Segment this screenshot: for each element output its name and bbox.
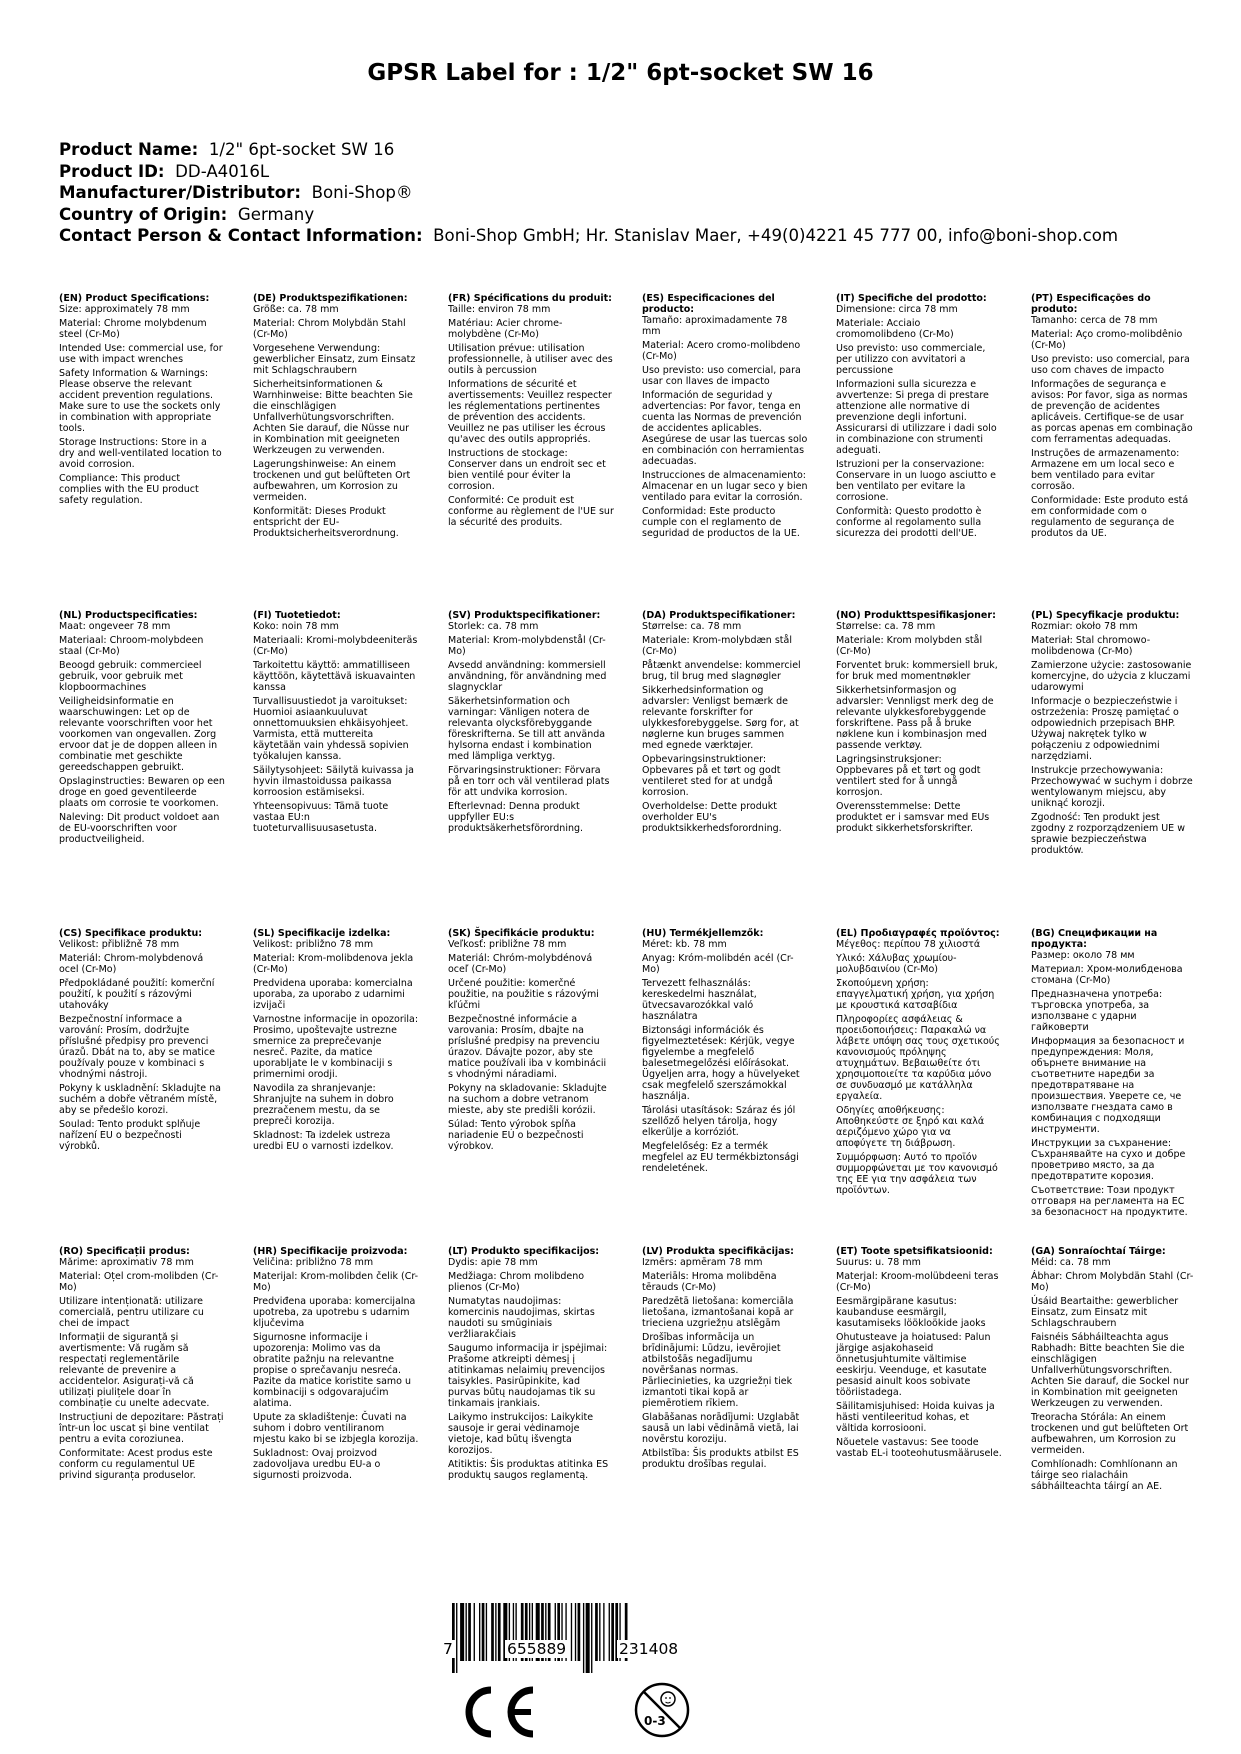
spec-heading: (NO) Produkttspesifikasjoner: — [836, 610, 996, 621]
spec-paragraph: Υλικό: Χάλυβας χρωμίου-μολυβδαινίου (Cr-Mo) — [836, 953, 957, 975]
spec-paragraph: Οδηγίες αποθήκευσης: Αποθηκεύστε σε ξηρό και καλά αεριζόμενο χώρο για να αποφύγετε τη διάβρωση. — [836, 1105, 985, 1149]
spec-paragraph: Säilitamisjuhised: Hoida kuivas ja hästi ventileeritud kohas, et vältida korrosiooni. — [836, 1401, 995, 1434]
spec-paragraph: Materiale: Acciaio cromomolibdeno (Cr-Mo) — [836, 318, 954, 340]
spec-paragraph: Určené použitie: komerčné použitie, na použitie s rázovými kľúčmi — [448, 978, 599, 1011]
spec-paragraph: Size: approximately 78 mm — [59, 304, 190, 315]
spec-paragraph: Zgodność: Ten produkt jest zgodny z rozporządzeniem UE w sprawie bezpieczeństwa produktów. — [1031, 812, 1185, 856]
spec-paragraph: Material: Chrome molybdenum steel (Cr-Mo) — [59, 318, 207, 340]
spec-block-es — [642, 293, 808, 542]
spec-paragraph: Conformidade: Este produto está em conformidade com o regulamento de segurança de produtos da UE. — [1031, 495, 1189, 539]
spec-paragraph: Размер: около 78 мм — [1031, 950, 1135, 961]
spec-heading: (BG) Спецификации на продукта: — [1031, 928, 1158, 950]
spec-heading: (DA) Produktspecifikationer: — [642, 610, 796, 621]
spec-paragraph: Overensstemmelse: Dette produktet er i samsvar med EUs produkt sikkerhetsforskrifter. — [836, 801, 990, 834]
spec-heading: (GA) Sonraíochtaí Táirge: — [1031, 1246, 1166, 1257]
spec-paragraph: Uso previsto: uso commerciale, per utilizzo con avvitatori a percussione — [836, 343, 986, 376]
spec-paragraph: Lagringsinstruksjoner: Oppbevares på et tørt og godt ventilert sted for å unngå korrosjon. — [836, 754, 981, 798]
spec-paragraph: Mărime: aproximativ 78 mm — [59, 1257, 194, 1268]
spec-paragraph: Materiaali: Kromi-molybdeeniteräs (Cr-Mo) — [253, 635, 418, 657]
spec-paragraph: Istruzioni per la conservazione: Conservare in un luogo asciutto e ben ventilato per evitare la corrosione. — [836, 459, 997, 503]
spec-heading: (LV) Produkta specifikācijas: — [642, 1246, 794, 1257]
spec-paragraph: Navodila za shranjevanje: Shranjujte na suhem in dobro prezračenem mestu, da se prepreči korozija. — [253, 1083, 394, 1127]
spec-block-pl — [1031, 610, 1197, 859]
spec-block-hr — [253, 1246, 419, 1484]
spec-block-en — [59, 293, 225, 509]
spec-heading: (HR) Specifikacije proizvoda: — [253, 1246, 408, 1257]
spec-paragraph: Μέγεθος: περίπου 78 χιλιοστά — [836, 939, 981, 950]
spec-paragraph: Πληροφορίες ασφάλειας & προειδοποιήσεις: Παρακαλώ να λάβετε υπόψη σας τους σχετικούς κανονισμούς πρόληψης ατυχημάτων. Βεβαιωθείτε ότι χρησιμοποιείτε τα καρύδια μόνο σε συνδυασμό με κατάλληλα εργαλεία. — [836, 1014, 1000, 1102]
spec-paragraph: Påtænkt anvendelse: kommerciel brug, til brug med slagnøgler — [642, 660, 801, 682]
spec-paragraph: Storage Instructions: Store in a dry and well-ventilated location to avoid corrosion. — [59, 437, 222, 470]
spec-paragraph: Instruções de armazenamento: Armazene em um local seco e bem ventilado para evitar corrosão. — [1031, 448, 1180, 492]
spec-paragraph: Bezpečnostní informace a varování: Prosím, dodržujte příslušné předpisy pro prevenci úrazů. Dbát na to, aby se matice používaly pouze v kombinaci s vhodnými nástroji. — [59, 1014, 215, 1080]
product-id-value: DD-A4016L — [175, 161, 270, 181]
spec-paragraph: Materiál: Chrom-molybdenová ocel (Cr-Mo) — [59, 953, 204, 975]
spec-paragraph: Avsedd användning: kommersiell användning, för användning med slagnycklar — [448, 660, 607, 693]
spec-heading: (CS) Specifikace produktu: — [59, 928, 203, 939]
spec-paragraph: Veľkosť: približne 78 mm — [448, 939, 567, 950]
spec-paragraph: Utilisation prévue: utilisation professionnelle, à utiliser avec des outils à percussion — [448, 343, 613, 376]
spec-paragraph: Materiál: Chróm-molybdénová oceľ (Cr-Mo) — [448, 953, 593, 975]
spec-paragraph: Bezpečnostné informácie a varovania: Prosím, dbajte na príslušné predpisy na prevenciu úrazov. Dávajte pozor, aby ste matice používali iba v kombinácii s vhodnými náradiami. — [448, 1014, 607, 1080]
spec-paragraph: Faisnéis Sábháilteachta agus Rabhadh: Bitte beachten Sie die einschlägigen Unfallverhütungsvorschriften. Achten Sie darauf, die Sockel nur in Kombination mit geeigneten Werkzeugen zu verwenden. — [1031, 1332, 1189, 1409]
spec-paragraph: Съответствие: Този продукт отговаря на регламента на ЕС за безопасност на продуктите. — [1031, 1185, 1188, 1218]
spec-block-no — [836, 610, 1002, 837]
spec-paragraph: Saugumo informacija ir įspėjimai: Prašome atkreipti dėmesį į atitinkamas nelaimių prevencijos taisykles. Pasirūpinkite, kad purvas būtų naudojamas tik su tinkamais įrankiais. — [448, 1343, 608, 1409]
spec-paragraph: Material: Krom-molibdenova jekla (Cr-Mo) — [253, 953, 414, 975]
spec-paragraph: Velikost: přibližně 78 mm — [59, 939, 180, 950]
product-info — [59, 139, 1118, 247]
spec-paragraph: Soulad: Tento produkt splňuje nařízení EU o bezpečnosti výrobků. — [59, 1119, 201, 1152]
product-name-row — [59, 139, 1118, 161]
spec-paragraph: Konformität: Dieses Produkt entspricht der EU-Produktsicherheitsverordnung. — [253, 506, 399, 539]
spec-paragraph: Tamanho: cerca de 78 mm — [1031, 315, 1158, 326]
spec-paragraph: Utilizare intenționată: utilizare comercială, pentru utilizare cu chei de impact — [59, 1296, 204, 1329]
manufacturer-row — [59, 182, 1118, 204]
spec-paragraph: Veiligheidsinformatie en waarschuwingen: Let op de relevante voorschriften voor het voorkomen van ongevallen. Zorg ervoor dat je de doppen alleen in combinatie met geschikte gereedschappen gebruikt. — [59, 696, 218, 773]
spec-heading: (LT) Produkto specifikacijos: — [448, 1246, 600, 1257]
spec-paragraph: Sukladnost: Ovaj proizvod zadovoljava uredbu EU-a o sigurnosti proizvoda. — [253, 1448, 381, 1481]
spec-paragraph: Naleving: Dit product voldoet aan de EU-voorschriften voor productveiligheid. — [59, 812, 220, 845]
spec-heading: (SL) Specifikacije izdelka: — [253, 928, 391, 939]
spec-paragraph: Größe: ca. 78 mm — [253, 304, 339, 315]
spec-block-de — [253, 293, 419, 542]
spec-paragraph: Dimensione: circa 78 mm — [836, 304, 958, 315]
spec-paragraph: Intended Use: commercial use, for use with impact wrenches — [59, 343, 223, 365]
spec-block-fr — [448, 293, 614, 531]
spec-paragraph: Treoracha Stórála: An einem trockenen und gut belüfteten Ort aufbewahren, um Korrosion zu vermeiden. — [1031, 1412, 1189, 1456]
spec-paragraph: Forventet bruk: kommersiell bruk, for bruk med momentnøkler — [836, 660, 998, 682]
spec-paragraph: Yhteensopivuus: Tämä tuote vastaa EU:n tuoteturvallisuusasetusta. — [253, 801, 389, 834]
spec-paragraph: Tárolási utasítások: Száraz és jól szellőző helyen tárolja, hogy elkerülje a korróziót. — [642, 1105, 796, 1138]
spec-block-et — [836, 1246, 1002, 1462]
spec-heading: (PT) Especificações do produto: — [1031, 293, 1151, 315]
spec-heading: (ES) Especificaciones del producto: — [642, 293, 775, 315]
spec-paragraph: Upute za skladištenje: Čuvati na suhom i dobro ventiliranom mjestu kako bi se izbjegla korozija. — [253, 1412, 419, 1445]
spec-paragraph: Materjal: Kroom-molübdeeni teras (Cr-Mo) — [836, 1271, 999, 1293]
product-name-value: 1/2" 6pt-socket SW 16 — [208, 140, 395, 159]
contact-value: Boni-Shop GmbH; Hr. Stanislav Maer, +49(0)4221 45 777 00, info@boni-shop.com — [433, 226, 1119, 245]
spec-block-hu — [642, 928, 808, 1177]
spec-block-ga — [1031, 1246, 1197, 1495]
spec-block-lt — [448, 1246, 614, 1484]
spec-paragraph: Taille: environ 78 mm — [448, 304, 551, 315]
spec-paragraph: Säkerhetsinformation och varningar: Vänligen notera de relevanta olycksförebyggande föreskrifterna. Se till att använda hylsorna endast i kombination med lämpliga verktyg. — [448, 696, 606, 762]
spec-block-ro — [59, 1246, 225, 1484]
spec-paragraph: Conformità: Questo prodotto è conforme al regolamento sulla sicurezza dei prodotti dell'UE. — [836, 506, 982, 539]
spec-paragraph: Opbevaringsinstruktioner: Opbevares på et tørt og godt ventileret sted for at undgå korrosion. — [642, 754, 781, 798]
spec-paragraph: Conformidad: Este producto cumple con el reglamento de seguridad de productos de la UE. — [642, 506, 800, 539]
product-id-label: Product ID: — [59, 161, 165, 181]
spec-paragraph: Efterlevnad: Denna produkt uppfyller EU:s produktsäkerhetsförordning. — [448, 801, 584, 834]
spec-paragraph: Materiaal: Chroom-molybdeen staal (Cr-Mo) — [59, 635, 204, 657]
spec-paragraph: Storlek: ca. 78 mm — [448, 621, 539, 632]
spec-paragraph: Zamierzone użycie: zastosowanie komercyjne, do użycia z kluczami udarowymi — [1031, 660, 1192, 693]
manufacturer-label: Manufacturer/Distributor: — [59, 183, 302, 202]
spec-paragraph: Tarkoitettu käyttö: ammatilliseen käyttöön, käytettävä iskuavainten kanssa — [253, 660, 416, 693]
spec-heading: (RO) Specificații produs: — [59, 1246, 190, 1257]
spec-paragraph: Material: Oțel crom-molibden (Cr-Mo) — [59, 1271, 219, 1293]
spec-paragraph: Glabāšanas norādījumi: Uzglabāt sausā un labi vēdināmā vietā, lai novērstu koroziju. — [642, 1412, 800, 1445]
country-label: Country of Origin: — [59, 204, 228, 224]
spec-paragraph: Safety Information & Warnings: Please observe the relevant accident prevention regulations. Make sure to use the sockets only in combination with appropriate tools. — [59, 368, 221, 434]
spec-paragraph: Material: Chrom Molybdän Stahl (Cr-Mo) — [253, 318, 406, 340]
spec-paragraph: Nõuetele vastavus: See toode vastab EL-i tooteohutusmäärusele. — [836, 1437, 1002, 1459]
spec-paragraph: Informações de segurança e avisos: Por favor, siga as normas de prevenção de acidentes aplicáveis. Certifique-se de usar as porcas apenas em combinação com ferramentas adequadas. — [1031, 379, 1193, 445]
spec-paragraph: Beoogd gebruik: commercieel gebruik, voor gebruik met klopboormachines — [59, 660, 202, 693]
spec-heading: (SK) Špecifikácie produktu: — [448, 928, 595, 939]
spec-paragraph: Méret: kb. 78 mm — [642, 939, 727, 950]
spec-paragraph: Předpokládané použití: komerční použití, k použití s rázovými utahováky — [59, 978, 215, 1011]
spec-paragraph: Lagerungshinweise: An einem trockenen und gut belüfteten Ort aufbewahren, um Korrosion zu vermeiden. — [253, 459, 411, 503]
spec-paragraph: Turvallisuustiedot ja varoitukset: Huomioi asiaankuuluvat onnettomuuksien ehkäisyohjeet. Varmista, että muttereita käytetään vain yhdessä sopivien työkalujen kanssa. — [253, 696, 409, 762]
spec-paragraph: Atitiktis: Šis produktas atitinka ES produktų saugos reglamentą. — [448, 1459, 609, 1481]
spec-paragraph: Suurus: u. 78 mm — [836, 1257, 921, 1268]
barcode-digit-lead: 7 — [443, 1640, 453, 1658]
spec-block-nl — [59, 610, 225, 848]
contact-label: Contact Person & Contact Information: — [59, 226, 423, 245]
spec-paragraph: Informacje o bezpieczeństwie i ostrzeżenia: Proszę pamiętać o odpowiednich przepisach BHP. Używaj nakrętek tylko w połączeniu z odpowiednimi narzędziami. — [1031, 696, 1179, 762]
spec-block-it — [836, 293, 1002, 542]
spec-paragraph: Informații de siguranță și avertismente: Vă rugăm să respectați reglementările relevante de prevenire a accidentelor. Asigurați-vă că utilizați piulițele doar în combinație cu unelte adecvate. — [59, 1332, 210, 1409]
country-value: Germany — [237, 204, 315, 224]
spec-paragraph: Numatytas naudojimas: komercinis naudojimas, skirtas naudoti su smūginiais veržliarakčiais — [448, 1296, 595, 1340]
spec-paragraph: Vorgesehene Verwendung: gewerblicher Einsatz, zum Einsatz mit Schlagschraubern — [253, 343, 416, 376]
spec-paragraph: Súlad: Tento výrobok spĺňa nariadenie EÚ o bezpečnosti výrobkov. — [448, 1119, 584, 1152]
spec-heading: (SV) Produktspecifikationer: — [448, 610, 601, 621]
spec-heading: (EN) Product Specifications: — [59, 293, 210, 304]
not-for-children-0-3-icon — [633, 1681, 691, 1739]
spec-paragraph: Maat: ongeveer 78 mm — [59, 621, 171, 632]
spec-paragraph: Predviđena uporaba: komercijalna upotreba, za upotrebu s udarnim ključevima — [253, 1296, 416, 1329]
spec-paragraph: Matériau: Acier chrome-molybdène (Cr-Mo) — [448, 318, 563, 340]
spec-paragraph: Sicherheitsinformationen & Warnhinweise: Bitte beachten Sie die einschlägigen Unfallverhütungsvorschriften. Achten Sie darauf, die Nüsse nur in Kombination mit geeigneten Werkzeugen zu verwenden. — [253, 379, 413, 456]
spec-paragraph: Méid: ca. 78 mm — [1031, 1257, 1111, 1268]
spec-paragraph: Conformité: Ce produit est conforme au règlement de l'UE sur la sécurité des produits. — [448, 495, 614, 528]
spec-paragraph: Sigurnosne informacije i upozorenja: Molimo vas da obratite pažnju na relevantne propise o sprečavanju nesreća. Pazite da matice koristite samo u kombinaciji s odgovarajućim alatima. — [253, 1332, 412, 1409]
spec-block-bg — [1031, 928, 1197, 1221]
spec-paragraph: Förvaringsinstruktioner: Förvara på en torr och väl ventilerad plats för att undvika korrosion. — [448, 765, 610, 798]
spec-paragraph: Anyag: Króm-molibdén acél (Cr-Mo) — [642, 953, 794, 975]
spec-paragraph: Instructions de stockage: Conserver dans un endroit sec et bien ventilé pour éviter la corrosion. — [448, 448, 606, 492]
product-name-label: Product Name: — [59, 140, 199, 159]
manufacturer-value: Boni-Shop® — [311, 183, 413, 202]
spec-paragraph: Opslaginstructies: Bewaren op een droge en goed geventileerde plaats om corrosie te voorkomen. — [59, 776, 225, 809]
spec-paragraph: Sikkerhedsinformation og advarsler: Venligst bemærk de relevante forskrifter for ulykkesforebyggelse. Sørg for, at nøglerne kun bruges sammen med egnede værktøjer. — [642, 685, 799, 751]
spec-paragraph: Varnostne informacije in opozorila: Prosimo, upoštevajte ustrezne smernice za preprečevanje nesreč. Pazite, da matice uporabljate le v kombinaciji s primernimi orodji. — [253, 1014, 419, 1080]
spec-paragraph: Uso previsto: uso comercial, para usar con llaves de impacto — [642, 365, 801, 387]
spec-paragraph: Izmērs: apmēram 78 mm — [642, 1257, 763, 1268]
spec-paragraph: Medžiaga: Chrom molibdeno plienos (Cr-Mo) — [448, 1271, 585, 1293]
spec-block-sv — [448, 610, 614, 837]
product-id-row — [59, 161, 1118, 183]
spec-block-cs — [59, 928, 225, 1155]
spec-paragraph: Σκοπούμενη χρήση: επαγγελματική χρήση, για χρήση με κρουστικά κατσαβίδια — [836, 978, 995, 1011]
spec-paragraph: Størrelse: ca. 78 mm — [642, 621, 742, 632]
spec-paragraph: Drošības informācija un brīdinājumi: Lūdzu, ievērojiet atbilstošās negadījumu novēršanas normas. Pārliecinieties, ka uzgriežņi tiek izmantoti tikai kopā ar piemērotiem rīkiem. — [642, 1332, 793, 1409]
spec-block-lv — [642, 1246, 808, 1473]
spec-paragraph: Úsáid Beartaithe: gewerblicher Einsatz, zum Einsatz mit Schlagschraubern — [1031, 1296, 1179, 1329]
spec-paragraph: Ohutusteave ja hoiatused: Palun järgige asjakohaseid õnnetusjuhtumite vältimise eeskirju. Veenduge, et kasutate pesasid ainult koos sobivate tööriistadega. — [836, 1332, 991, 1398]
spec-paragraph: Paredzētā lietošana: komerciāla lietošana, izmantošanai kopā ar trieciena uzgriežņu atslēgām — [642, 1296, 794, 1329]
spec-paragraph: Инструкции за съхранение: Съхранявайте на сухо и добре проветриво място, за да предотвратите корозия. — [1031, 1138, 1186, 1182]
spec-paragraph: Säilytysohjeet: Säilytä kuivassa ja hyvin ilmastoidussa paikassa korroosion estämiseksi. — [253, 765, 414, 798]
spec-paragraph: Material: Krom-molybdenstål (Cr-Mo) — [448, 635, 606, 657]
spec-paragraph: Material: Acero cromo-molibdeno (Cr-Mo) — [642, 340, 801, 362]
spec-paragraph: Instrucțiuni de depozitare: Păstrați într-un loc uscat și bine ventilat pentru a evita coroziunea. — [59, 1412, 224, 1445]
spec-paragraph: Материал: Хром-молибденова стомана (Cr-Mo) — [1031, 964, 1183, 986]
barcode-icon — [440, 1603, 740, 1673]
spec-paragraph: Overholdelse: Dette produkt overholder EU's produktsikkerhedsforordning. — [642, 801, 782, 834]
barcode-digits-right: 231408 — [619, 1640, 679, 1658]
spec-paragraph: Información de seguridad y advertencias: Por favor, tenga en cuenta las Normas de prevención de accidentes aplicables. Asegúrese de usar las tuercas solo en combinación con herramientas adecuadas. — [642, 390, 808, 467]
spec-paragraph: Materiał: Stal chromowo-molibdenowa (Cr-Mo) — [1031, 635, 1151, 657]
spec-paragraph: Pokyny k uskladnění: Skladujte na suchém a dobře větraném místě, aby se předešlo korozi. — [59, 1083, 221, 1116]
spec-heading: (FR) Spécifications du produit: — [448, 293, 612, 304]
spec-paragraph: Ábhar: Chrom Molybdän Stahl (Cr-Mo) — [1031, 1271, 1194, 1293]
spec-paragraph: Tamaño: aproximadamente 78 mm — [642, 315, 788, 337]
spec-paragraph: Instrukcje przechowywania: Przechowywać w suchym i dobrze wentylowanym miejscu, aby uniknąć korozji. — [1031, 765, 1193, 809]
ce-mark-icon — [455, 1684, 539, 1740]
spec-paragraph: Predvidena uporaba: komercialna uporaba, za uporabo z udarnimi izvijači — [253, 978, 413, 1011]
spec-heading: (NL) Productspecificaties: — [59, 610, 198, 621]
spec-paragraph: Velikost: približno 78 mm — [253, 939, 374, 950]
spec-heading: (IT) Specifiche del prodotto: — [836, 293, 987, 304]
spec-heading: (HU) Termékjellemzők: — [642, 928, 764, 939]
spec-paragraph: Biztonsági információk és figyelmeztetések: Kérjük, vegye figyelembe a megfelelő balesetmegelőzési előírásokat. Ügyeljen arra, hogy a hüvelyeket csak megfelelő szerszámokkal használja. — [642, 1025, 800, 1102]
spec-block-el — [836, 928, 1002, 1199]
spec-block-fi — [253, 610, 419, 837]
spec-block-da — [642, 610, 808, 837]
spec-paragraph: Materijal: Krom-molibden čelik (Cr-Mo) — [253, 1271, 419, 1293]
age-label: 0-3 — [644, 1714, 666, 1728]
contact-row — [59, 225, 1118, 247]
spec-paragraph: Uso previsto: uso comercial, para uso com chaves de impacto — [1031, 354, 1190, 376]
spec-paragraph: Material: Aço cromo-molibdênio (Cr-Mo) — [1031, 329, 1183, 351]
spec-paragraph: Laikymo instrukcijos: Laikykite sausoje ir gerai vėdinamoje vietoje, kad būtų išvengta korozijos. — [448, 1412, 594, 1456]
country-row — [59, 204, 1118, 226]
spec-block-sl — [253, 928, 419, 1155]
barcode-digits-left: 655889 — [507, 1640, 567, 1658]
spec-paragraph: Megfelelőség: Ez a termék megfelel az EU termékbiztonsági rendeletének. — [642, 1141, 799, 1174]
spec-heading: (FI) Tuotetiedot: — [253, 610, 341, 621]
spec-paragraph: Информация за безопасност и предупреждения: Моля, обърнете внимание на съответните наредби за предотвратяване на произшествия. Уверете се, че използвате гнездата само в комбинация с подходящи инструменти. — [1031, 1036, 1185, 1135]
spec-paragraph: Atbilstība: Šis produkts atbilst ES produktu drošības regulai. — [642, 1448, 799, 1470]
spec-heading: (ET) Toote spetsifikatsioonid: — [836, 1246, 993, 1257]
spec-paragraph: Предназначена употреба: търговска употреба, за използване с ударни гайковерти — [1031, 989, 1163, 1033]
spec-paragraph: Rozmiar: około 78 mm — [1031, 621, 1138, 632]
spec-paragraph: Tervezett felhasználás: kereskedelmi használat, ütvecsavarozókkal való használatra — [642, 978, 757, 1022]
spec-paragraph: Eesmärgipärane kasutus: kaubanduse eesmärgil, kasutamiseks löökloökide jaoks — [836, 1296, 986, 1329]
spec-paragraph: Materiale: Krom molybden stål (Cr-Mo) — [836, 635, 983, 657]
spec-block-pt — [1031, 293, 1197, 542]
spec-heading: (PL) Specyfikacje produktu: — [1031, 610, 1180, 621]
spec-heading: (EL) Προδιαγραφές προϊόντος: — [836, 928, 1000, 939]
page-title: GPSR Label for : 1/2" 6pt-socket SW 16 — [367, 60, 874, 86]
spec-block-sk — [448, 928, 614, 1155]
spec-paragraph: Skladnost: Ta izdelek ustreza uredbi EU o varnosti izdelkov. — [253, 1130, 394, 1152]
spec-paragraph: Materiāls: Hroma molibdēna tērauds (Cr-Mo) — [642, 1271, 777, 1293]
spec-paragraph: Instrucciones de almacenamiento: Almacenar en un lugar seco y bien ventilado para evitar la corrosión. — [642, 470, 808, 503]
spec-paragraph: Informazioni sulla sicurezza e avvertenze: Si prega di prestare attenzione alle normative di prevenzione degli infortuni. Assicurarsi di utilizzare i dadi solo in combinazione con strumenti adeguati. — [836, 379, 997, 456]
spec-paragraph: Informations de sécurité et avertissements: Veuillez respecter les réglementations pertinentes de prévention des accidents. Veuillez ne pas utiliser les écrous qu'avec des outils appropriés. — [448, 379, 612, 445]
spec-paragraph: Koko: noin 78 mm — [253, 621, 339, 632]
spec-paragraph: Materiale: Krom-molybdæn stål (Cr-Mo) — [642, 635, 792, 657]
spec-paragraph: Størrelse: ca. 78 mm — [836, 621, 936, 632]
spec-paragraph: Συμμόρφωση: Αυτό το προϊόν συμμορφώνεται με τον κανονισμό της ΕΕ για την ασφάλεια των προϊόντων. — [836, 1152, 998, 1196]
spec-paragraph: Pokyny na skladovanie: Skladujte na suchom a dobre vetranom mieste, aby ste predišli korózii. — [448, 1083, 607, 1116]
spec-paragraph: Sikkerhetsinformasjon og advarsler: Vennligst merk deg de relevante ulykkesforebyggende forskriftene. Pass på å bruke nøklene kun i kombinasjon med passende verktøy. — [836, 685, 994, 751]
spec-paragraph: Dydis: apie 78 mm — [448, 1257, 538, 1268]
spec-heading: (DE) Produktspezifikationen: — [253, 293, 408, 304]
spec-paragraph: Conformitate: Acest produs este conform cu regulamentul UE privind siguranța produselor. — [59, 1448, 213, 1481]
spec-paragraph: Veličina: približno 78 mm — [253, 1257, 374, 1268]
spec-paragraph: Comhlíonadh: Comhlíonann an táirge seo rialacháin sábháilteachta táirgí an AE. — [1031, 1459, 1178, 1492]
spec-paragraph: Compliance: This product complies with the EU product safety regulation. — [59, 473, 199, 506]
